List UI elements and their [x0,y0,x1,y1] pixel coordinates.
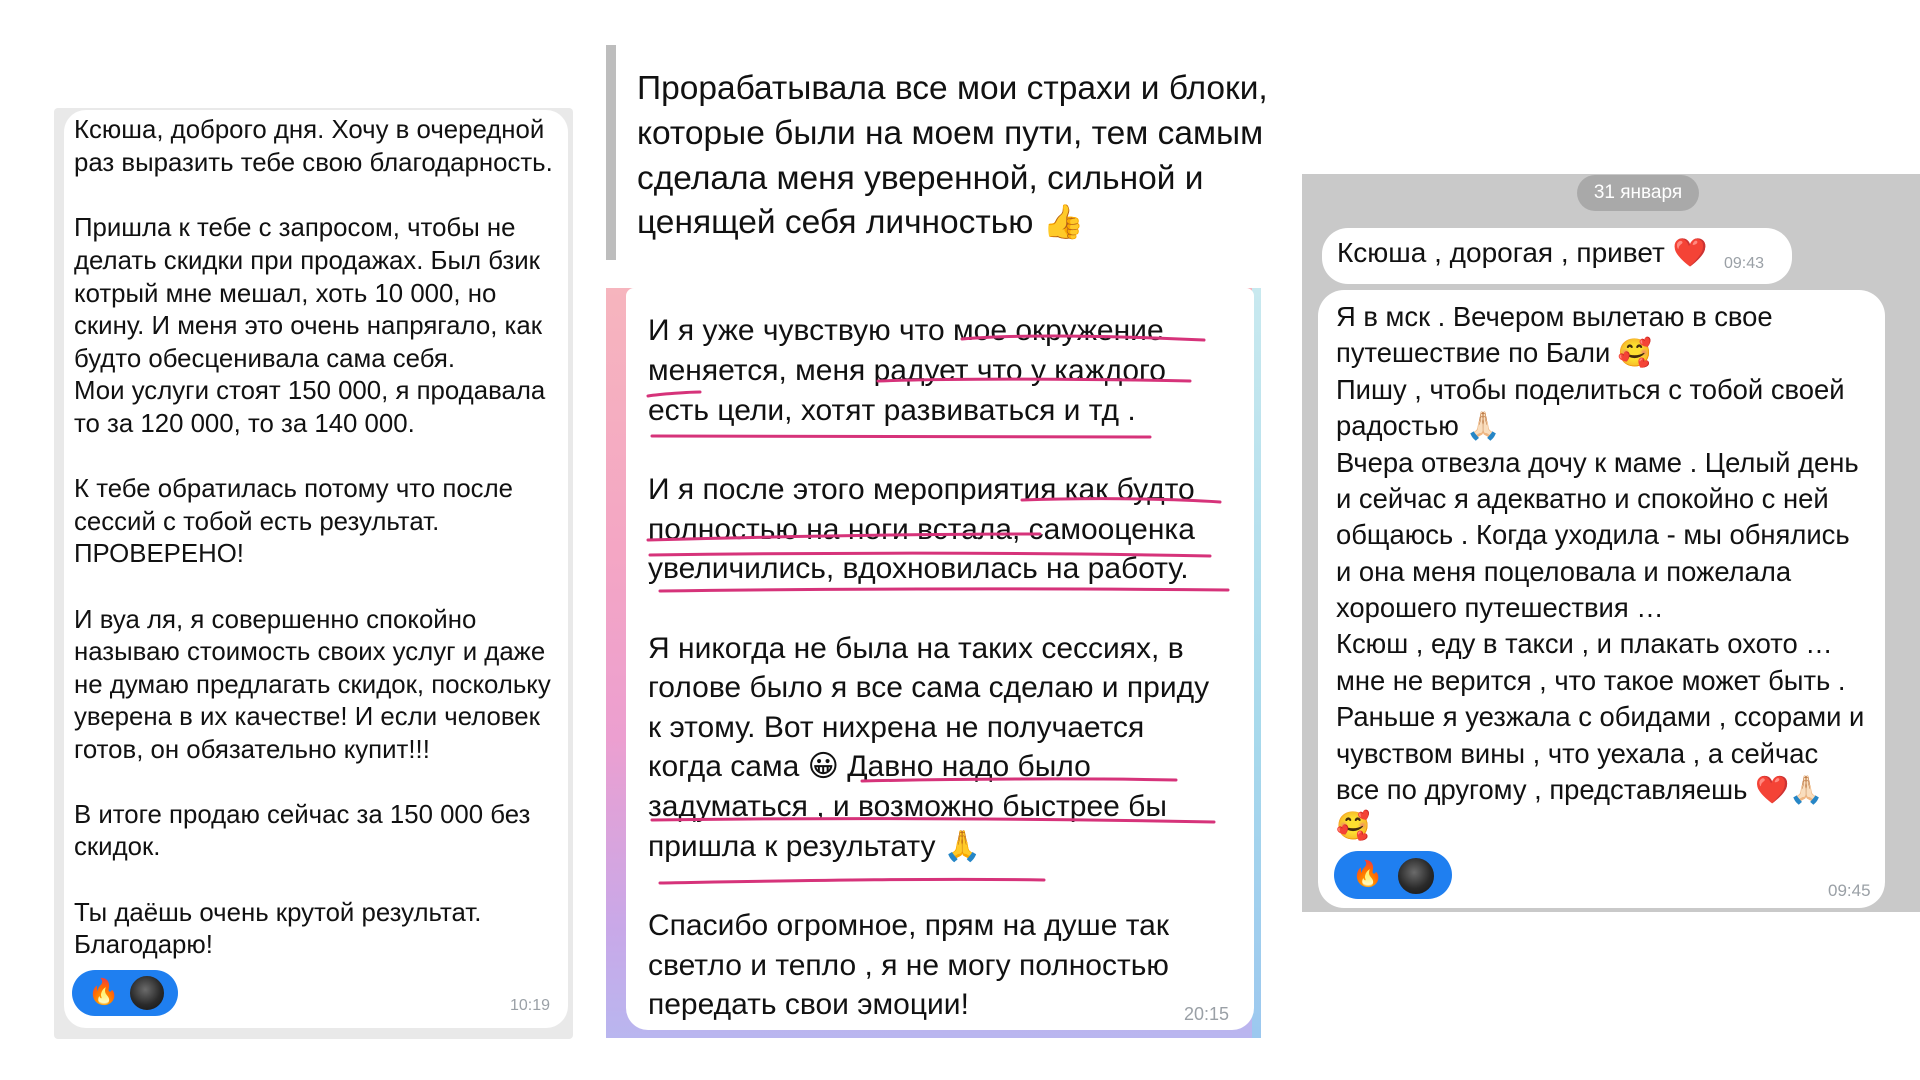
quote-line: сделала меня уверенной, сильной и [637,160,1204,197]
left-message-line: скидок. [74,833,161,861]
message-timestamp: 09:45 [1828,881,1871,900]
middle-message-line: когда сама 😀 Давно надо было [648,750,1091,783]
reaction-pill[interactable] [72,970,178,1016]
right-message-line: хорошего путешествия … [1336,592,1664,623]
message-timestamp: 09:43 [1724,255,1765,272]
right-message-line: Вчера отвезла дочу к маме . Целый день [1336,447,1859,478]
left-message-line: то за 120 000, то за 140 000. [74,410,415,438]
left-message-line: Мои услуги стоят 150 000, я продавала [74,377,546,405]
left-message-line: сессий с тобой есть результат. [74,508,440,536]
short-message-text: Ксюша , дорогая , привет ❤️ [1337,237,1708,268]
left-message-line: И вуа ля, я совершенно спокойно [74,606,477,634]
date-separator: 31 января [1577,175,1699,211]
reaction-pill[interactable] [1334,851,1452,899]
right-message-line: и она меня поцеловала и пожелала [1336,556,1792,587]
left-message-line: К тебе обратилась потому что после [74,475,513,503]
left-message-line: делать скидки при продажах. Был бзик [74,247,540,275]
left-message-line: Пришла к тебе с запросом, чтобы не [74,214,516,242]
middle-message-line: полностью на ноги встала, самооценка [648,513,1195,546]
right-message-line: 🥰 [1336,810,1371,841]
right-message-line: общаюсь . Когда уходила - мы обнялись [1336,519,1850,550]
right-message-line: Раньше я уезжала с обидами , ссорами и [1336,701,1865,732]
middle-message-line: увеличились, вдохновилась на работу. [648,552,1189,585]
right-message-line: Я в мск . Вечером вылетаю в свое [1336,301,1773,332]
right-message-line: Ксюш , еду в такси , и плакать охото … [1336,628,1833,659]
fire-icon: 🔥 [1352,860,1384,888]
right-message-line: Пишу , чтобы поделиться с тобой своей [1336,374,1845,405]
middle-message-line: голове было я все сама сделаю и приду [648,671,1210,704]
right-message-line: и сейчас я адекватно и спокойно с ней [1336,483,1829,514]
fire-icon: 🔥 [88,978,120,1006]
left-message-line: раз выразить тебе свою благодарность. [74,149,553,177]
left-message-line: скину. И меня это очень напрягало, как [74,312,543,340]
quote-line: ценящей себя личностью 👍 [637,204,1085,241]
message-timestamp: 10:19 [510,997,551,1014]
middle-message-line: И я уже чувствую что мое окружение [648,314,1164,347]
left-message-line: будто обесценивала сама себя. [74,345,456,373]
middle-message-line: задуматься , и возможно быстрее бы [648,790,1167,823]
right-message-line: мне не верится , что такое может быть . [1336,665,1846,696]
right-message-line: все по другому , представляешь ❤️🙏🏻 [1336,774,1824,805]
middle-message-line: есть цели, хотят развиваться и тд . [648,394,1136,427]
right-message-line: радостью 🙏🏻 [1336,410,1501,441]
left-message-line: не думаю предлагать скидок, поскольку [74,671,551,699]
left-message-line: готов, он обязательно купит!!! [74,736,430,764]
middle-message-line: меняется, меня радует что у каждого [648,354,1166,387]
left-message-line: уверена в их качестве! И если человек [74,703,540,731]
middle-message-line: светло и тепло , я не могу полностью [648,949,1169,982]
right-message-line: чувством вины , что уехала , а сейчас [1336,738,1819,769]
middle-message-line: пришла к результату 🙏 [648,830,982,863]
quote-line: Прорабатывала все мои страхи и блоки, [637,70,1268,107]
left-message-line: называю стоимость своих услуг и даже [74,638,546,666]
middle-message-line: к этому. Вот нихрена не получается [648,711,1145,744]
avatar-icon [128,974,166,1012]
left-message-line: Ксюша, доброго дня. Хочу в очередной [74,116,545,144]
avatar-icon [1396,856,1436,896]
left-message-line: Благодарю! [74,931,213,959]
left-message-line: Ты даёшь очень крутой результат. [74,899,482,927]
quote-bar [606,45,616,260]
left-message-line: ПРОВЕРЕНО! [74,540,244,568]
right-message-line: путешествие по Бали 🥰 [1336,337,1653,368]
middle-message-line: передать свои эмоции! [648,988,969,1021]
quote-line: которые были на моем пути, тем самым [637,115,1264,152]
message-timestamp: 20:15 [1184,1004,1230,1024]
left-message-line: котрый мне мешал, хоть 10 000, но [74,280,497,308]
left-message-line: В итоге продаю сейчас за 150 000 без [74,801,531,829]
middle-message-line: Спасибо огромное, прям на душе так [648,909,1169,942]
middle-message-line: И я после этого мероприятия как будто [648,473,1195,506]
middle-message-line: Я никогда не была на таких сессиях, в [648,632,1184,665]
